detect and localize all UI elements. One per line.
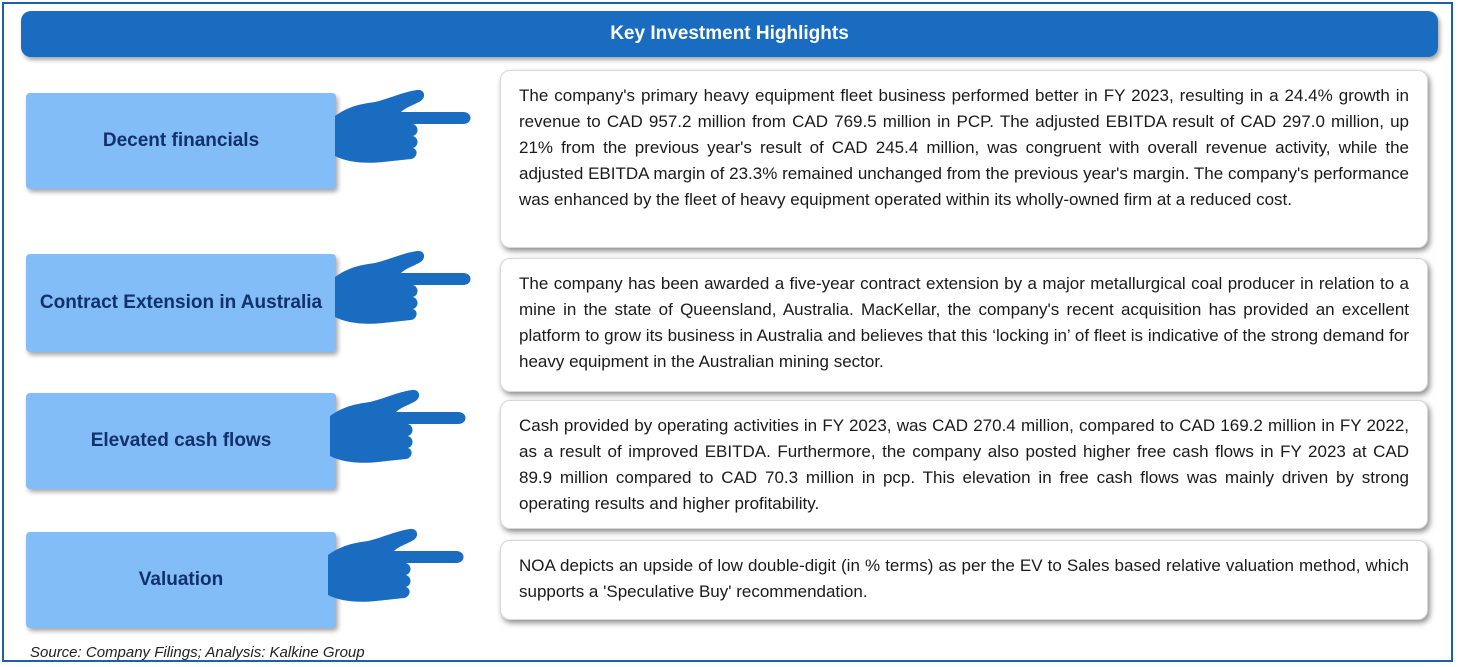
source-note: Source: Company Filings; Analysis: Kalkine Group <box>30 644 365 661</box>
highlight-text-4: NOA depicts an upside of low double-digit (in % terms) as per the EV to Sales based relative valuation method, which supports a 'Speculative Buy' recommendation. <box>500 540 1428 620</box>
pointing-hand-icon <box>335 249 475 329</box>
label-valuation: Valuation <box>26 532 336 628</box>
pointing-hand-icon <box>330 388 470 468</box>
label-contract-extension: Contract Extension in Australia <box>26 254 336 352</box>
pointing-hand-icon <box>328 527 468 607</box>
highlight-text-3: Cash provided by operating activities in FY 2023, was CAD 270.4 million, compared to CAD 169.2 million in FY 2022, as a result of improved EBITDA. Furthermore, the company also posted higher free cash flows in FY 2023 at CAD 89.9 million compared to CAD 70.3 million in pcp. This elevation in free cash flows was mainly driven by strong operating results and higher profitability. <box>500 400 1428 529</box>
label-elevated-cash-flows: Elevated cash flows <box>26 393 336 489</box>
highlight-text-1: The company's primary heavy equipment fleet business performed better in FY 2023, resulting in a 24.4% growth in revenue to CAD 957.2 million from CAD 769.5 million in PCP. The adjusted EBITDA result of CAD 297.0 million, up 21% from the previous year's result of CAD 245.4 million, was congruent with overall revenue activity, while the adjusted EBITDA margin of 23.3% remained unchanged from the previous year's margin. The company's performance was enhanced by the fleet of heavy equipment operated within its wholly-owned firm at a reduced cost. <box>500 70 1428 248</box>
highlight-text-2: The company has been awarded a five-year contract extension by a major metallurgical coal producer in relation to a mine in the state of Queensland, Australia. MacKellar, the company's recent acquisition has provided an excellent platform to grow its business in Australia and believes that this ‘locking in’ of fleet is indicative of the strong demand for heavy equipment in the Australian mining sector. <box>500 258 1428 392</box>
header-title: Key Investment Highlights <box>21 11 1438 57</box>
pointing-hand-icon <box>335 88 475 168</box>
label-decent-financials: Decent financials <box>26 93 336 189</box>
